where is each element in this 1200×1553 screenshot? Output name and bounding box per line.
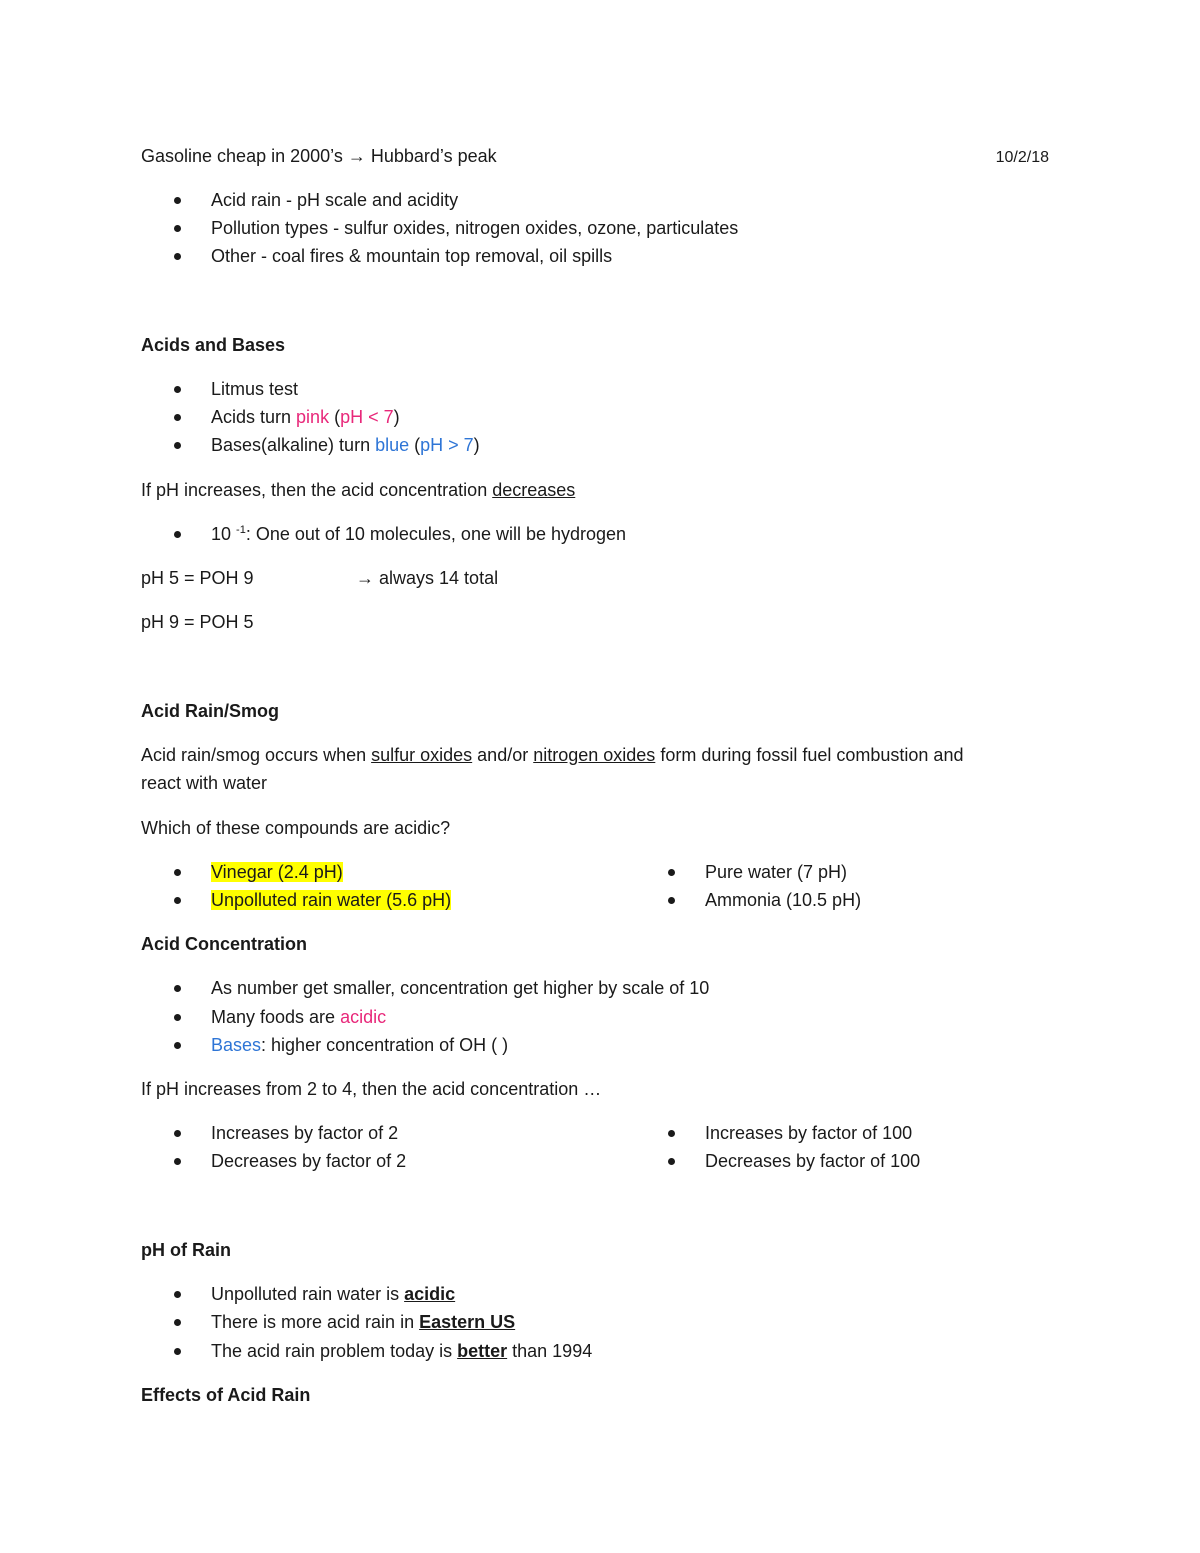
bullet-icon — [174, 869, 181, 876]
section-heading: Effects of Acid Rain — [141, 1385, 311, 1405]
list-item — [211, 216, 738, 240]
list-item — [211, 244, 612, 268]
list-item-text: : higher concentration of OH ( ) — [261, 1035, 509, 1055]
list-item-text: There is more acid rain in — [211, 1312, 420, 1332]
bullet-icon — [668, 897, 675, 904]
list-item-text: 10 — [211, 524, 237, 544]
list-item — [211, 405, 400, 429]
list-item — [705, 1149, 920, 1173]
paragraph: react with water — [141, 773, 268, 793]
list-item — [211, 976, 709, 1000]
bullet-icon — [174, 414, 181, 421]
list-item — [705, 860, 847, 884]
bullet-icon — [174, 531, 181, 538]
bullet-icon — [174, 1014, 181, 1021]
list-item-text: Increases by factor of 100 — [705, 1123, 913, 1143]
paren: ) — [393, 407, 400, 427]
section-heading: Acid Concentration — [141, 934, 308, 954]
paragraph: If pH increases from 2 to 4, then the acid concentration … — [141, 1079, 602, 1099]
highlighted-text: Unpolluted rain water (5.6 pH) — [211, 890, 452, 910]
list-item-text: Decreases by factor of 2 — [211, 1151, 407, 1171]
header-text-a: Gasoline cheap in 2000’s — [141, 146, 343, 166]
paragraph-text: form during fossil fuel combustion and — [655, 745, 964, 765]
highlighted-text: Vinegar (2.4 pH) — [211, 862, 343, 882]
list-item-text: Bases(alkaline) turn — [211, 435, 376, 455]
list-item — [705, 888, 861, 912]
underlined-text: decreases — [492, 480, 576, 500]
pink-text: acidic — [340, 1007, 387, 1027]
paragraph — [141, 478, 575, 502]
list-item — [211, 1121, 398, 1145]
bullet-icon — [174, 1319, 181, 1326]
section-heading: Acids and Bases — [141, 335, 286, 355]
pink-text: pink — [296, 407, 330, 427]
list-item-text: Many foods are — [211, 1007, 341, 1027]
header-line — [141, 144, 497, 168]
list-item — [211, 1282, 455, 1306]
section-heading: pH of Rain — [141, 1240, 231, 1260]
list-item-text: Pure water (7 pH) — [705, 862, 848, 882]
underlined-text: better — [457, 1341, 508, 1361]
list-item-text: Pollution types - sulfur oxides, nitrogen oxides, ozone, particulates — [211, 218, 739, 238]
paragraph — [141, 743, 963, 767]
list-item-text: Increases by factor of 2 — [211, 1123, 399, 1143]
list-item — [211, 377, 298, 401]
bullet-icon — [668, 869, 675, 876]
underlined-text: Eastern US — [419, 1312, 516, 1332]
bullet-icon — [174, 225, 181, 232]
arrow-icon: → — [356, 568, 374, 588]
bullet-icon — [174, 1158, 181, 1165]
paragraph-text: Acid rain/smog occurs when — [141, 745, 372, 765]
paragraph: pH 9 = POH 5 — [141, 612, 254, 632]
list-item-text: Ammonia (10.5 pH) — [705, 890, 862, 910]
list-item — [211, 1033, 508, 1057]
bullet-icon — [174, 197, 181, 204]
blue-text: blue — [375, 435, 410, 455]
blue-text: pH > 7 — [420, 435, 474, 455]
paren: ) — [473, 435, 480, 455]
list-item-text: Acids turn — [211, 407, 297, 427]
paragraph-text: and/or — [472, 745, 534, 765]
list-item-text: The acid rain problem today is — [211, 1341, 458, 1361]
list-item — [211, 888, 451, 912]
bullet-icon — [174, 253, 181, 260]
list-item-text: As number get smaller, concentration get higher by scale of 10 — [211, 978, 710, 998]
list-item-text: Acid rain - pH scale and acidity — [211, 190, 459, 210]
paren: ( — [329, 407, 341, 427]
paragraph-text: always 14 total — [379, 568, 499, 588]
paragraph-text: If pH increases, then the acid concentration — [141, 480, 493, 500]
underlined-text: sulfur oxides — [371, 745, 473, 765]
bullet-icon — [174, 897, 181, 904]
list-item — [211, 433, 480, 457]
list-item — [211, 1339, 592, 1363]
arrow-icon: → — [347, 146, 366, 166]
date-label: 10/2/18 — [995, 149, 1049, 166]
list-item-text: Litmus test — [211, 379, 299, 399]
list-item-text: : One out of 10 molecules, one will be hydrogen — [245, 524, 627, 544]
bullet-icon — [668, 1130, 675, 1137]
list-item-text: Other - coal fires & mountain top removal, oil spills — [211, 246, 613, 266]
bullet-icon — [174, 386, 181, 393]
underlined-text: nitrogen oxides — [533, 745, 656, 765]
section-heading: Acid Rain/Smog — [141, 701, 280, 721]
list-item-text: than 1994 — [507, 1341, 593, 1361]
bullet-icon — [174, 985, 181, 992]
paren: ( — [409, 435, 421, 455]
underlined-text: acidic — [404, 1284, 456, 1304]
list-item — [705, 1121, 912, 1145]
pink-text: pH < 7 — [340, 407, 394, 427]
list-item — [211, 1149, 406, 1173]
bullet-icon — [174, 1130, 181, 1137]
bullet-icon — [174, 1291, 181, 1298]
blue-text: Bases — [211, 1035, 262, 1055]
paragraph: Which of these compounds are acidic? — [141, 818, 451, 838]
list-item-text: Decreases by factor of 100 — [705, 1151, 921, 1171]
exponent: -1 — [236, 524, 246, 536]
list-item — [211, 188, 458, 212]
bullet-icon — [668, 1158, 675, 1165]
list-item-text: Unpolluted rain water is — [211, 1284, 405, 1304]
list-item — [211, 1310, 515, 1334]
header-text-b: Hubbard’s peak — [370, 146, 497, 166]
bullet-icon — [174, 1042, 181, 1049]
list-item — [211, 860, 343, 884]
paragraph: pH 5 = POH 9 — [141, 568, 254, 588]
list-item — [211, 522, 626, 546]
bullet-icon — [174, 1348, 181, 1355]
paragraph — [356, 566, 498, 590]
bullet-icon — [174, 442, 181, 449]
list-item — [211, 1005, 386, 1029]
